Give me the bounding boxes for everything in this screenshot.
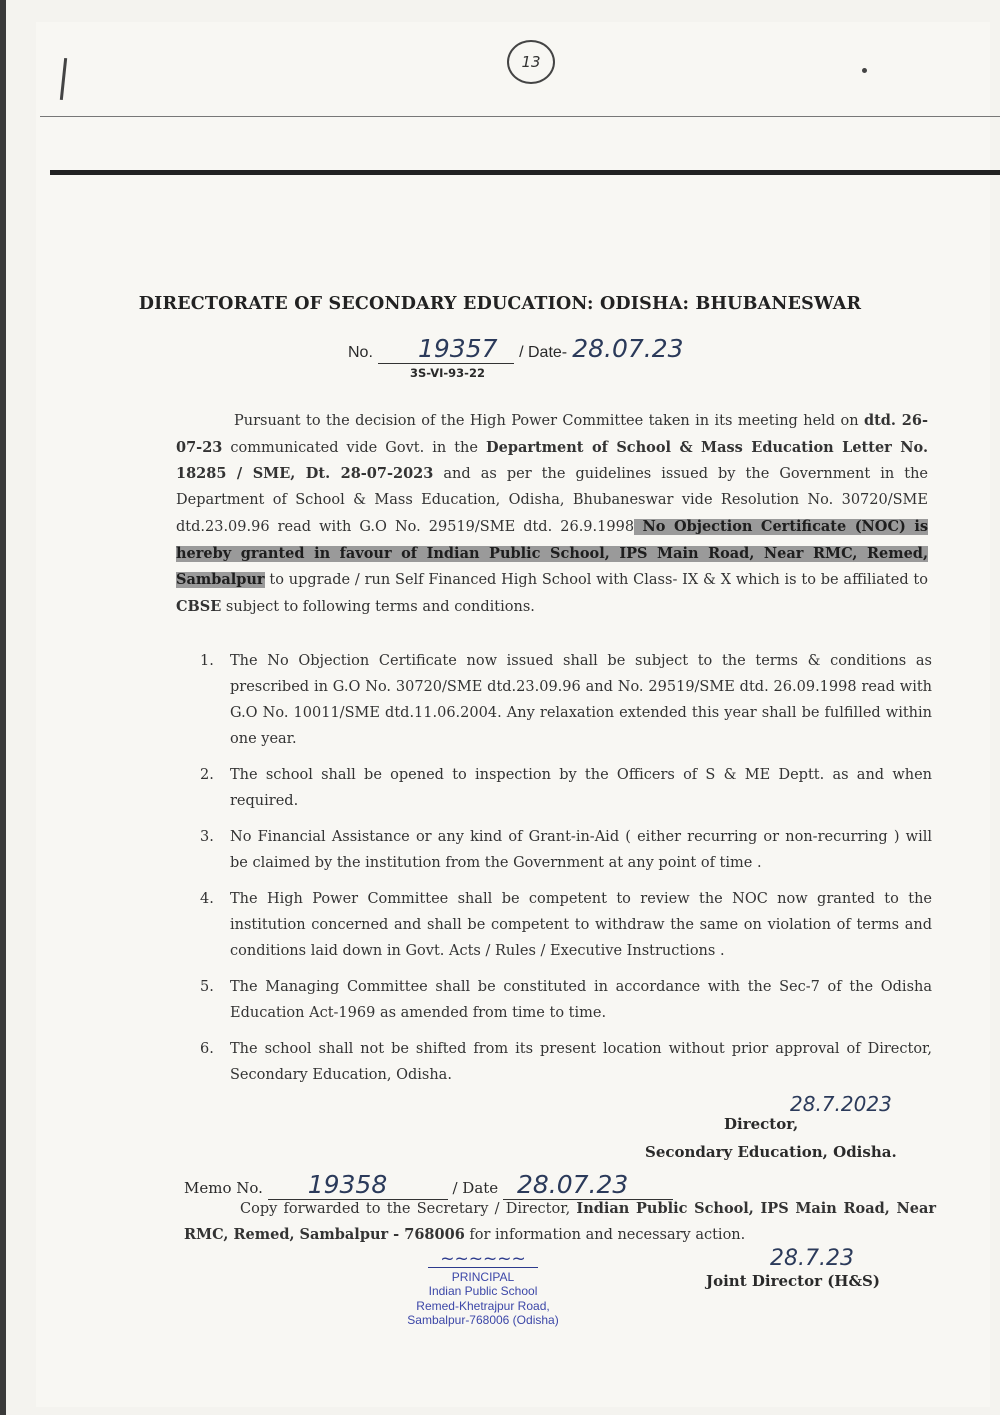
condition-item: 2. The school shall be opened to inspection by the Officers of S & ME Deptt. as and when required.	[200, 767, 932, 809]
stamp-line: Indian Public School	[428, 1284, 538, 1298]
stamp-line: Sambalpur-768006 (Odisha)	[407, 1313, 559, 1327]
document-heading: DIRECTORATE OF SECONDARY EDUCATION: ODISHA: BHUBANESWAR	[138, 294, 862, 314]
conditions-list	[200, 648, 932, 1098]
body-paragraph: Pursuant to the decision of the High Power Committee taken in its meeting held on dtd. 26-07-23 communicated vide Govt. in the Department of School & Mass Education Letter No. 18285 / SME, Dt. 28-07-2023 and as per the guidelines issued by the Government in the Department of School & Mass Education, Odisha, Bhubaneswar vide Resolution No. 30720/SME dtd.23.09.96 read with G.O No. 29519/SME dtd. 26.9.1998 No Objection Certificate (NOC) is hereby granted in favour of Indian Public School, IPS Main Road, Near RMC, Remed, Sambalpur to upgrade / run Self Financed High School with Class- IX & X which is to be affiliated to CBSE subject to following terms and conditions.	[176, 412, 928, 615]
copy-forward-paragraph: Copy forwarded to the Secretary / Director, Indian Public School, IPS Main Road, Near RMC, Remed, Sambalpur - 768006 for information and necessary action.	[184, 1200, 936, 1243]
memo-no-label: Memo No.	[184, 1179, 263, 1197]
memo-date-label: / Date	[452, 1179, 499, 1197]
condition-item: 4. The High Power Committee shall be competent to review the NOC now granted to the institution concerned and shall be competent to withdraw the same on violation of terms and conditions laid down in Govt. Acts / Rules / Executive Instructions .	[200, 891, 932, 959]
order-no-label: No.	[348, 344, 373, 361]
memo-no-value: 19358	[307, 1170, 388, 1199]
order-date-label: / Date-	[519, 344, 568, 361]
scan-edge	[0, 0, 6, 1415]
order-number-line	[348, 334, 684, 364]
joint-director-signature-date: 28.7.23	[770, 1246, 854, 1271]
page-number-circle: 13	[507, 40, 555, 84]
noc-highlight: No Objection Certificate (NOC) is hereby granted in favour of Indian Public School, IPS Main Road, Near RMC, Remed, Sambalpur	[176, 517, 928, 589]
director-label: Director,	[724, 1115, 799, 1133]
ink-dot	[862, 68, 867, 73]
order-no-value: 19357	[418, 334, 498, 363]
condition-item: 5. The Managing Committee shall be constituted in accordance with the Sec-7 of the Odisha Education Act-1969 as amended from time to time.	[200, 979, 932, 1021]
stamp-line: Remed-Khetrajpur Road,	[416, 1298, 550, 1313]
principal-signature: ~~~~~~	[428, 1252, 537, 1268]
stamp-line: PRINCIPAL	[451, 1269, 515, 1284]
file-number: 3S-VI-93-22	[410, 366, 485, 380]
condition-item: 3. No Financial Assistance or any kind of Grant-in-Aid ( either recurring or non-recurring ) will be claimed by the institution from the Government at any point of time .	[200, 829, 932, 871]
order-date-value: 28.07.23	[572, 334, 684, 363]
director-designation: Secondary Education, Odisha.	[645, 1143, 897, 1161]
condition-item: 1. The No Objection Certificate now issued shall be subject to the terms & conditions as prescribed in G.O No. 30720/SME dtd.23.09.96 and No. 29519/SME dtd. 26.09.1998 read with G.O No. 10011/SME dtd.11.06.2004. Any relaxation extended this year shall be fulfilled within one year.	[200, 653, 932, 747]
letterhead-thin-rule	[40, 116, 1000, 117]
director-signature-date: 28.7.2023	[790, 1092, 892, 1116]
letterhead-thick-rule	[50, 170, 1000, 175]
joint-director-title: Joint Director (H&S)	[706, 1272, 880, 1290]
memo-date-value: 28.07.23	[516, 1170, 629, 1199]
principal-stamp	[388, 1249, 578, 1328]
condition-item: 6. The school shall not be shifted from its present location without prior approval of Director, Secondary Education, Odisha.	[200, 1041, 932, 1083]
